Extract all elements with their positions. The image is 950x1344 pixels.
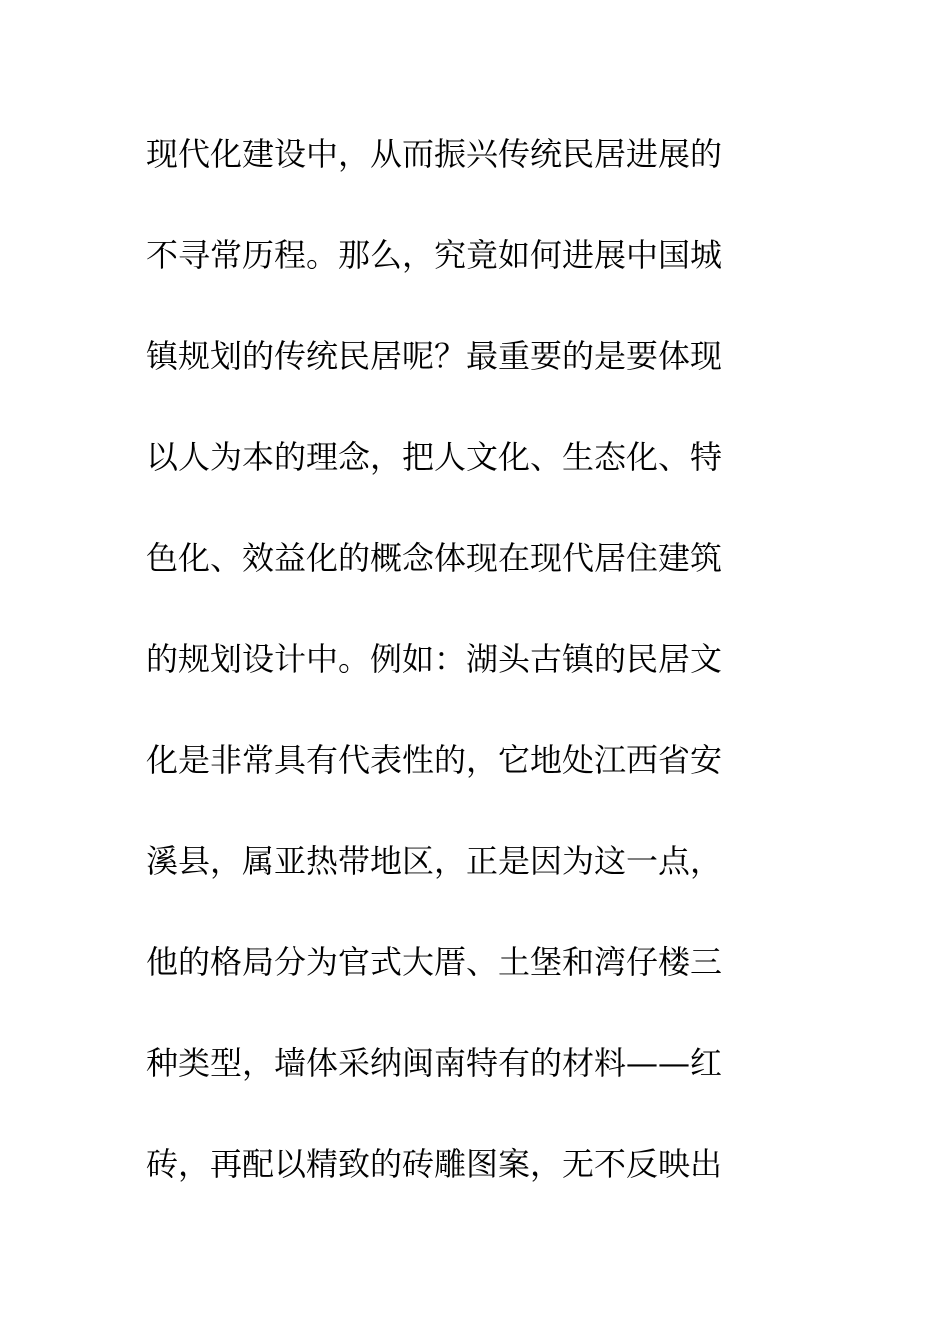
text-line-11: 砖，再配以精致的砖雕图案，无不反映出 xyxy=(146,1145,723,1183)
text-line-6: 的规划设计中。例如：湖头古镇的民居文 xyxy=(146,640,723,678)
text-line-2: 不寻常历程。那么，究竟如何进展中国城 xyxy=(146,236,723,274)
text-line-8: 溪县，属亚热带地区，正是因为这一点， xyxy=(146,842,723,880)
text-line-1: 现代化建设中，从而振兴传统民居进展的 xyxy=(146,135,723,173)
text-line-10: 种类型，墙体采纳闽南特有的材料——红 xyxy=(146,1044,723,1082)
text-line-9: 他的格局分为官式大厝、土堡和湾仔楼三 xyxy=(146,943,723,981)
text-line-3: 镇规划的传统民居呢？最重要的是要体现 xyxy=(146,337,723,375)
text-line-7: 化是非常具有代表性的，它地处江西省安 xyxy=(146,741,723,779)
text-line-4: 以人为本的理念，把人文化、生态化、特 xyxy=(146,438,723,476)
text-line-5: 色化、效益化的概念体现在现代居住建筑 xyxy=(146,539,723,577)
body-paragraph xyxy=(146,125,786,1236)
